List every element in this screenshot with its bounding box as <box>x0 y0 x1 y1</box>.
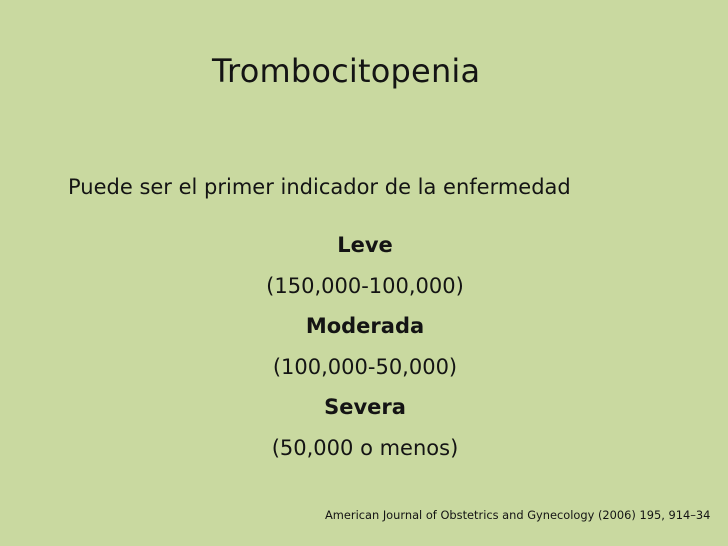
citation: American Journal of Obstetrics and Gynecology (2006) 195, 914–34 <box>325 508 711 522</box>
level-label-leve: Leve <box>337 233 393 257</box>
level-label-severa: Severa <box>324 395 406 419</box>
level-range-moderada: (100,000-50,000) <box>272 354 458 379</box>
level-range-leve: (150,000-100,000) <box>266 273 464 298</box>
slide-title: Trombocitopenia <box>212 52 481 90</box>
level-range-severa: (50,000 o menos) <box>271 435 459 460</box>
level-label-moderada: Moderada <box>305 314 425 338</box>
slide-subtitle: Puede ser el primer indicador de la enfermedad <box>68 175 571 199</box>
severity-levels <box>215 225 515 468</box>
